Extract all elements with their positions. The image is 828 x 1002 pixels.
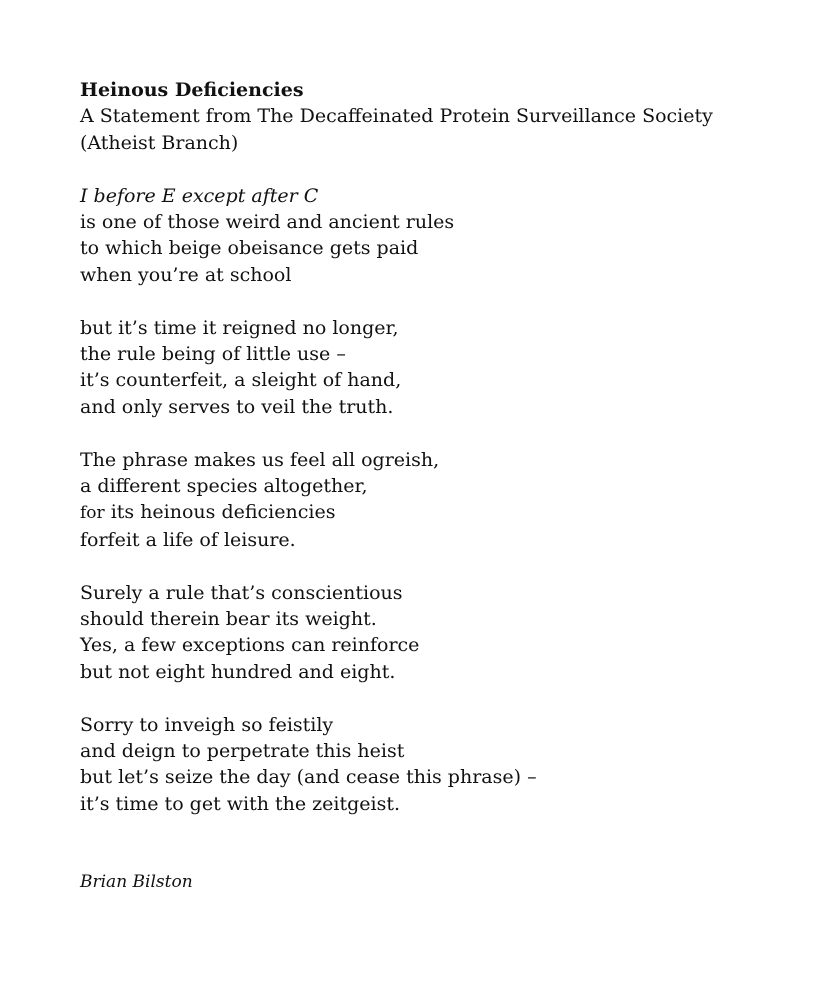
stanza-5-line-3: but let’s seize the day (and cease this phrase) – (80, 766, 537, 789)
stanza-5-line-1: Sorry to inveigh so feistily (80, 713, 334, 736)
stanza-5 (80, 712, 800, 818)
stanza-4-line-2: should therein bear its weight. (80, 608, 377, 631)
stanza-5-line-2: and deign to perpetrate this heist (80, 740, 405, 763)
stanza-2-line-3: it’s counterfeit, a sleight of hand, (80, 369, 402, 392)
stanza-4-line-1: Surely a rule that’s conscientious (80, 581, 403, 604)
stanza-2-line-1: but it’s time it reigned no longer, (80, 316, 399, 339)
stanza-3-line-4: forfeit a life of leisure. (80, 528, 296, 551)
stanza-4 (80, 580, 800, 686)
stanza-3-line-3 (80, 499, 800, 526)
poem-title: Heinous Deficiencies (80, 79, 304, 101)
stanza-1-line-4: when you’re at school (80, 263, 292, 286)
stanza-3 (80, 447, 800, 554)
stanza-2-line-4: and only serves to veil the truth. (80, 395, 394, 418)
stanza-1 (80, 183, 800, 289)
poem-subtitle-line-2: (Atheist Branch) (80, 131, 239, 154)
stanza-1-line-3: to which beige obeisance gets paid (80, 237, 419, 260)
poem-page (80, 77, 800, 896)
stanza-1-line-2: is one of those weird and ancient rules (80, 211, 455, 234)
stanza-4-line-3: Yes, a few exceptions can reinforce (80, 634, 420, 657)
stanza-3-line-2: a different species altogether, (80, 475, 368, 498)
stanza-5-line-4: it’s time to get with the zeitgeist. (80, 792, 401, 815)
stanza-3-line-3-word: for (80, 503, 105, 524)
stanza-3-line-3-rest: its heinous deficiencies (104, 501, 336, 524)
stanza-1-line-1: I before E except after C (80, 184, 319, 207)
stanza-2-line-2: the rule being of little use – (80, 343, 346, 366)
poem-author: Brian Bilston (80, 872, 193, 893)
stanza-4-line-4: but not eight hundred and eight. (80, 660, 396, 683)
poem-subtitle-line-1: A Statement from The Decaffeinated Protein Surveillance Society (80, 105, 713, 128)
poem-header (80, 77, 800, 156)
stanza-3-line-1: The phrase makes us feel all ogreish, (80, 448, 440, 471)
stanza-2 (80, 315, 800, 421)
